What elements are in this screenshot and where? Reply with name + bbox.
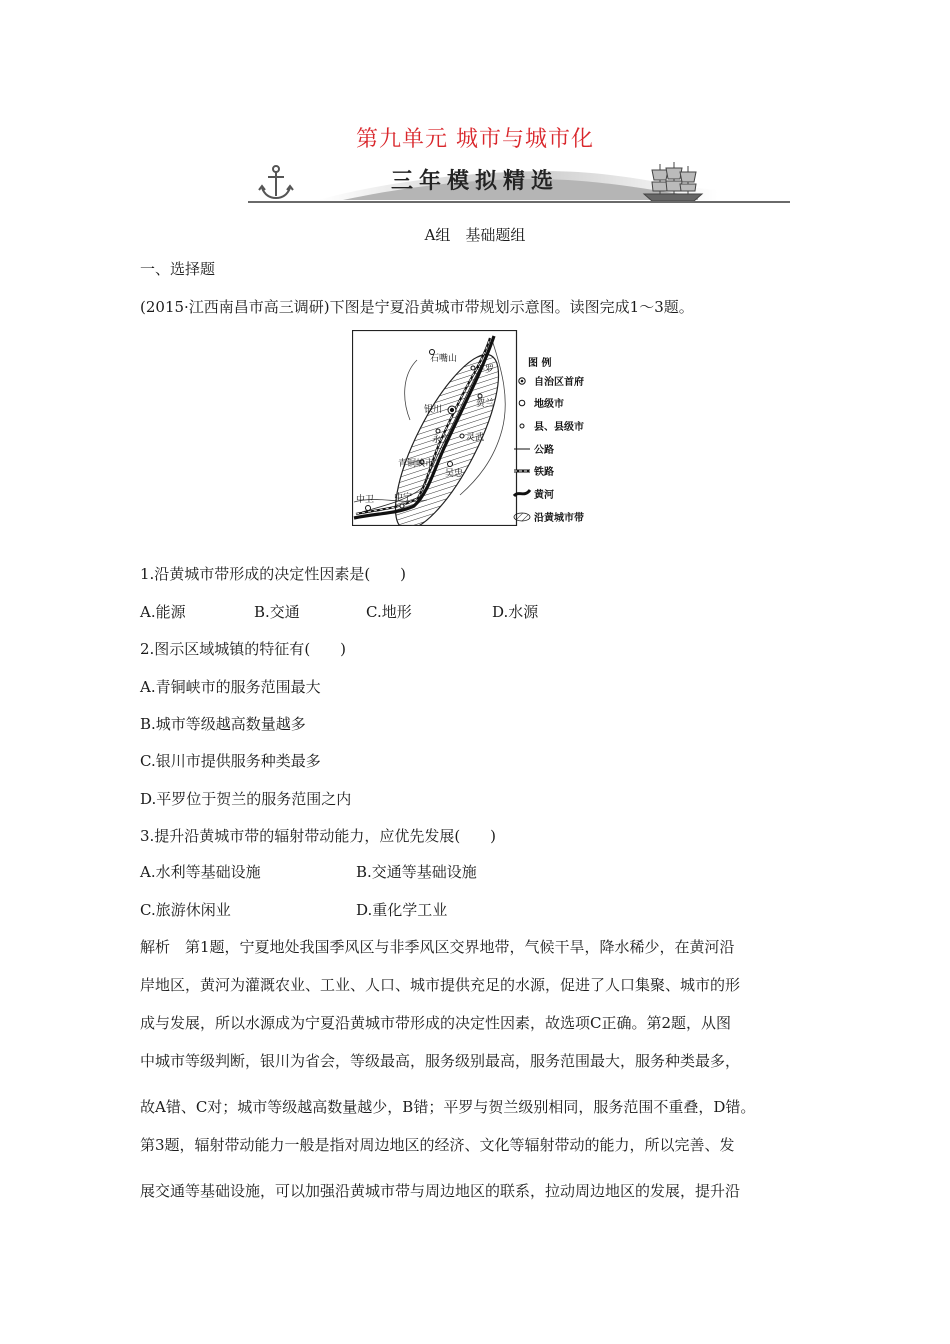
city-marker-wuzhong: [448, 462, 453, 467]
analysis-line-6: 第3题，辐射带动能力一般是指对周边地区的经济、文化等辐射带动的能力，所以完善、发: [140, 1136, 735, 1154]
city-label-yongning: 永宁: [432, 435, 451, 445]
question-3-stem: 3.提升沿黄城市带的辐射带动能力，应优先发展( ): [140, 827, 497, 845]
legend-road: 公路: [534, 445, 554, 456]
analysis-line-4: 中城市等级判断，银川为省会，等级最高，服务级别最高，服务范围最大，服务种类最多，: [140, 1052, 741, 1070]
analysis-line-3: 成与发展，所以水源成为宁夏沿黄城市带形成的决定性因素，故选项C正确。第2题，从图: [140, 1014, 732, 1032]
q2-option-b: B.城市等级越高数量越多: [140, 715, 306, 733]
map-legend: [514, 356, 584, 524]
q2-option-d: D.平罗位于贺兰的服务范围之内: [140, 790, 352, 808]
unit-title: 第九单元 城市与城市化: [356, 127, 594, 152]
banner-text: 三年模拟精选: [390, 169, 559, 194]
q1-option-b: B.交通: [254, 603, 300, 621]
q3-option-c: C.旅游休闲业: [140, 901, 231, 919]
analysis-line-2: 岸地区，黄河为灌溉农业、工业、人口、城市提供充足的水源，促进了人口集聚、城市的形: [140, 976, 741, 994]
analysis-line-1: 解析 第1题，宁夏地处我国季风区与非季风区交界地带，气候干旱，降水稀少，在黄河沿: [140, 938, 735, 956]
city-label-yinchuan: 银川: [424, 405, 443, 415]
city-marker-lingwu: [460, 434, 464, 438]
question-intro: (2015·江西南昌市高三调研)下图是宁夏沿黄城市带规划示意图。读图完成1～3题。: [140, 298, 694, 316]
q3-option-b: B.交通等基础设施: [356, 863, 477, 881]
question-2-stem: 2.图示区域城镇的特征有( ): [140, 640, 347, 658]
legend-belt: 沿黄城市带: [534, 513, 584, 524]
legend-railway: 铁路: [534, 467, 554, 478]
city-label-zhongning: 中宁: [394, 493, 413, 503]
city-label-pingluo: 平罗: [476, 365, 495, 375]
analysis-line-5: 故A错、C对；城市等级越高数量越少，B错；平罗与贺兰级别相同，服务范围不重叠，D错。: [140, 1098, 756, 1116]
legend-prefecture: 地级市: [534, 399, 564, 410]
q3-option-d: D.重化学工业: [356, 901, 448, 919]
city-marker-yongning: [436, 429, 440, 433]
analysis-line-7: 展交通等基础设施，可以加强沿黄城市带与周边地区的联系，拉动周边地区的发展，提升沿: [140, 1182, 741, 1200]
city-marker-helan: [478, 394, 482, 398]
section-title: 一、选择题: [140, 260, 216, 278]
city-marker-zhongwei: [366, 506, 371, 511]
question-1-stem: 1.沿黄城市带形成的决定性因素是( ): [140, 565, 407, 583]
city-marker-zhongning: [400, 504, 404, 508]
banner-rule: [248, 201, 790, 203]
q1-option-d: D.水源: [492, 603, 539, 621]
ningxia-city-belt-map: [352, 330, 600, 526]
q1-option-c: C.地形: [366, 603, 412, 621]
city-label-zhongwei: 中卫: [356, 495, 375, 505]
ship-icon: [644, 162, 702, 201]
anchor-icon: [259, 166, 293, 198]
q1-option-a: A.能源: [140, 603, 186, 621]
q3-option-a: A.水利等基础设施: [140, 863, 261, 881]
q2-option-a: A.青铜峡市的服务范围最大: [140, 678, 321, 696]
q2-option-c: C.银川市提供服务种类最多: [140, 752, 321, 770]
city-label-helan: 贺兰: [476, 399, 495, 409]
legend-county: 县、县级市: [534, 422, 584, 433]
group-title: A组 基础题组: [424, 226, 526, 244]
city-label-shizuishan: 石嘴山: [430, 354, 458, 364]
city-label-wuzhong: 吴忠: [445, 469, 464, 479]
legend-river: 黄河: [534, 490, 554, 501]
legend-capital: 自治区首府: [534, 377, 584, 388]
city-label-lingwu: 灵武: [466, 433, 485, 443]
city-marker-pingluo: [471, 366, 475, 370]
city-label-qingtongxia: 青铜峡市: [398, 459, 435, 469]
legend-title: 图 例: [528, 358, 552, 369]
